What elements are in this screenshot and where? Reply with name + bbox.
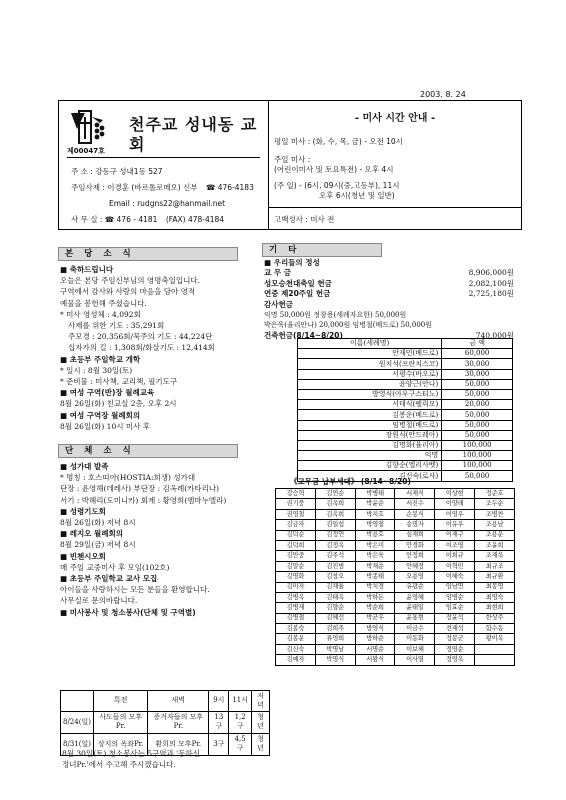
table-cell: 4,5구 [229,733,251,755]
household-name: 손봉식 [395,509,435,519]
table-cell: 3구 [209,733,229,755]
table-cell: 13구 [209,711,229,733]
table-row [276,603,515,613]
table-row [298,349,513,359]
group-news-heading: 단 체 소 식 [58,444,238,458]
household-name: 김병철 [276,613,316,623]
weekday-mass: 평일 미사 : (화, 수, 목, 금) - 오전 10시 [274,137,403,146]
news-line: 8월 26일(화) 10시 미사 후 [60,421,150,431]
household-name: 박재순 [355,561,395,571]
news-line: * 미사 영성체 : 4,092회 [60,309,141,319]
household-name: 박명식 [315,655,355,665]
table-row [298,379,513,389]
table-row [298,420,513,430]
household-name: 박명남 [315,644,355,654]
office-phone: ☎ 476 - 4181 [104,215,158,224]
household-name: 이보헤 [395,644,435,654]
sunday-mass-line2: (주 일) - (6시, 09시(중,고등부), 11시 [274,181,400,190]
household-name: 김향순 [315,603,355,613]
office-fax: (FAX) 478-4184 [165,215,225,224]
household-name: 박은미 [355,540,395,550]
news-line: 사제를 위한 기도 : 35,291회 [68,321,165,331]
news-title: ■ 초등부 주일학교 개학 [60,354,141,364]
church-info-panel [59,101,269,229]
table-row [276,489,515,499]
news-line: 8월 26일(화) 친교실 2층, 오후 2시 [60,399,177,409]
donation-amount: 100,000 [442,451,513,461]
group-news-body [60,461,272,618]
donor-name: 김신숙(로사) [298,471,442,481]
household-name: 김정옥 [315,540,355,550]
household-name: 류영희 [315,634,355,644]
household-name: 박하돈 [355,592,395,602]
household-name: 김금자 [276,520,316,530]
offering-title: ■ 우리들의 정성 [264,258,320,267]
table-header: 이름(세례명) [298,339,442,349]
news-line: 구역에서 감사와 사랑의 마음을 담아 영적 [60,287,196,297]
household-name: 김창오 [315,572,355,582]
donor-name: 김명화(율리아) [298,440,442,450]
household-name: 송명자 [395,520,435,530]
table-cell: 사도들의 모후Pr. [93,711,147,733]
household-name: 조두순 [475,499,515,509]
cleaning-note [62,748,272,770]
table-row [276,520,515,530]
household-name: 김주석 [315,551,355,561]
donation-amount: 100,000 [442,440,513,450]
household-name: 이금수 [395,624,435,634]
household-name: 김만중 [276,551,316,561]
table-row [298,461,513,471]
household-name: 최봉영 [475,582,515,592]
household-name: 이혁민 [435,561,475,571]
news-item [60,573,272,607]
table-header: 저녁 [251,691,269,712]
table-row [276,655,515,665]
payment-households-table [275,488,515,666]
donor-name: 김향순(엘리사벳) [298,461,442,471]
household-name: 이사열 [395,655,435,665]
offering-line [264,279,514,289]
household-name: 이조영 [435,540,475,550]
household-name: 윤홍현 [395,613,435,623]
household-name: 김말순 [276,561,316,571]
household-name: 김덕희 [276,540,316,550]
table-cell: 청년 [251,733,269,755]
news-title: ■ 미사봉사 및 청소봉사(단체 및 구역별) [60,607,196,617]
household-name: 조용운 [475,530,515,540]
news-line: 오늘은 본당 주임신부님의 영명축일입니다. [60,276,200,286]
household-name: 박용호 [355,530,395,540]
offering-amount: 2,725,180원 [468,289,514,299]
household-name: 김예자 [276,655,316,665]
donor-name: 윤양근(안나) [298,379,442,389]
news-line: 십자가의 길 : 1,308회/화살기도 : 12,414회 [68,343,215,353]
household-name [475,655,515,665]
news-item [60,354,270,388]
household-name: 김병옥 [276,592,316,602]
payment-households-title: 《교무금 납부세대》 (8/14~8/20) [290,477,411,486]
offering-amount: 2,082,100원 [468,278,514,288]
table-row [276,530,515,540]
offering-label: 감사헌금 [264,299,293,309]
parish-news-heading: 본 당 소 식 [58,247,238,261]
offering-label: 건축헌금(8/14~8/20) [264,330,343,340]
news-line: 사무실로 문의바랍니다. [60,596,138,606]
household-name: 조윤희 [475,540,515,550]
household-name: 함수동 [475,624,515,634]
table-row [298,400,513,410]
table-row [276,561,515,571]
donation-amount: 50,000 [442,430,513,440]
household-name: 안경화 [395,540,435,550]
service-table [60,690,270,756]
household-name: 윤태일 [395,603,435,613]
sunday-mass-label: 주일 미사 : [274,155,311,164]
household-name: 유광순 [395,582,435,592]
household-name: 임병순 [435,592,475,602]
household-name: 박순희 [355,603,395,613]
household-name: 정영순 [435,644,475,654]
household-name: 안정희 [395,551,435,561]
donor-name: 안재민(베드로) [298,349,442,359]
offering-amount: 740,000원 [475,330,514,340]
household-name: 박은욱 [355,551,395,561]
table-row [61,711,270,733]
news-item [60,528,272,550]
donation-amount: 30,000 [442,369,513,379]
offering-line [264,300,514,310]
household-name: 김태옥 [315,592,355,602]
donor-name: 김봉운(베드로) [298,410,442,420]
pastor-phone: ☎ 476-4183 [206,183,254,192]
household-name: 조용남 [475,520,515,530]
donation-amount: 50,000 [442,389,513,399]
offering-line [264,310,514,320]
news-item [60,551,272,573]
household-name: 권기풍 [276,499,316,509]
table-row [298,430,513,440]
news-line: 서기 : 박혜리(도미니카) 회계 : 황영희(엠마누엘라) [60,495,227,505]
table-row [276,572,515,582]
note-line: 8월 30일(토) 청소봉사는 5구역과 '동하신 [62,749,200,758]
offering-line [264,289,514,299]
table-header: 9시 [209,691,229,712]
church-name: 천주교 성내동 교회 [129,115,258,154]
email-address[interactable]: Email : rudgns22@hanmail.net [109,199,226,208]
pastor-name: 이경훈 (바르톨로메오) 신부 [107,183,198,192]
household-name: 이재구 [435,530,475,540]
mass-times-panel [269,101,521,229]
donation-amount: 100,000 [442,461,513,471]
news-item [60,461,272,506]
table-row [298,359,513,369]
table-row [276,634,515,644]
address-row [71,167,163,176]
household-name: 조병찬 [475,509,515,519]
table-header: 금 액 [442,339,513,349]
news-line: 매 주일 교중미사 후 모임(102호) [60,562,170,572]
offering-line [264,268,514,278]
offering-lines [264,268,514,341]
household-name: 전재석 [435,624,475,634]
issue-number: 제00047호 [67,147,105,155]
household-name: 최규조 [475,561,515,571]
donor-name: 임병철(베드로) [298,420,442,430]
household-name: 박치경 [355,582,395,592]
donation-amount: 50,000 [442,420,513,430]
household-name: 김정연 [315,530,355,540]
table-row [298,389,513,399]
household-name: 박병태 [355,489,395,499]
divider [67,157,260,158]
table-row [276,582,515,592]
household-name: 심재희 [395,530,435,540]
household-name: 박종태 [355,572,395,582]
table-row [276,644,515,654]
news-item [60,387,270,409]
household-name: 김혜선 [315,613,355,623]
news-title: ■ 빈첸시오회 [60,551,106,561]
offering-label: 교 무 금 [264,268,291,278]
donation-amount: 50,000 [442,471,513,481]
table-header: 새벽 [148,691,209,712]
household-name [475,644,515,654]
table-row [276,509,515,519]
table-row [276,540,515,550]
table-row [276,551,515,561]
table-cell: 상지의 옥좌Pr. [93,733,147,755]
table-cell: 1,2구 [229,711,251,733]
household-name: 최규환 [475,572,515,582]
household-name: 이동화 [395,634,435,644]
household-name: 서명순 [355,644,395,654]
sunday-mass-line3: 오후 6시(청년 및 일반) [319,191,395,200]
donation-amount: 60,000 [442,349,513,359]
table-row [276,499,515,509]
mass-times-title: - 미사 시간 안내 - [354,113,436,124]
building-fund-table [297,338,513,482]
duty-body [276,489,515,666]
household-name: 임효순 [435,603,475,613]
household-name: 서진수 [395,499,435,509]
household-name: 김일섭 [315,520,355,530]
etc-heading: 기 타 [262,243,382,257]
news-title: ■ 성령기도회 [60,506,106,516]
news-line: 8월 26일(화) 저녁 8시 [60,518,136,528]
household-name: 서왕식 [355,655,395,665]
household-name: 김덕순 [276,530,316,540]
news-line: 주모경 : 20,356회/묵주의 기도 : 44,224단 [68,332,213,342]
offering-label: 성모승천대축일 헌금 [264,278,332,288]
news-line: 8월 29일(금) 저녁 8시 [60,540,136,550]
household-name: 방하순 [355,634,395,644]
bulletin-date: 2003. 8. 24 [420,90,466,99]
donor-name: 원치석(프란치스코) [298,359,442,369]
household-name: 안혜정 [395,561,435,571]
household-name: 강승혁 [276,489,316,499]
household-name: 조재옥 [475,551,515,561]
news-line: * 명칭 : 호스띠아(HOSTIA:희생) 성가대 [60,473,196,483]
news-title: ■ 성가대 발족 [60,462,109,471]
donation-amount: 50,000 [442,410,513,420]
offering-label: 익명 50,000원 정창용(세례자요한) 50,000원 [264,311,407,320]
household-name: 정준호 [475,489,515,499]
offering-label: 박은욱(율리안나) 20,000원 임병철(베드로) 50,000원 [264,321,433,330]
table-header-row [61,691,270,712]
household-name: 김연순 [315,489,355,499]
note-line: 정녀Pr.'에서 수고해 주시겠습니다. [62,760,176,770]
donor-name: 익명 [298,451,442,461]
pastor-label: 주임사제 : [71,183,105,192]
donor-name: 방영식(아우구스티노) [298,389,442,399]
news-item [60,506,272,528]
news-title: ■ 축하드립니다 [60,265,114,274]
household-name: 이영우 [435,509,475,519]
household-name: 김진범 [315,561,355,571]
address-value: 강동구 성내1동 527 [95,167,163,176]
table-header-row [298,339,513,349]
fund-body [298,349,513,481]
confession-time: 고백성사 : 미사 전 [274,215,335,224]
household-name: 박윤순 [355,499,395,509]
household-name: 임남연 [435,582,475,592]
offering-section [264,258,514,341]
offering-label: 연중 제20주일 헌금 [264,289,331,299]
donation-amount: 20,000 [442,400,513,410]
sunday-mass-line1: (어린이미사 및 토요특전) - 오후 4시 [274,165,394,174]
household-name: 황이옥 [475,634,515,644]
news-line: 단장 : 윤영해(데레사) 부단장 : 김옥례(카타리나) [60,484,220,494]
donation-amount: 30,000 [442,359,513,369]
address-label: 주 소 : [71,167,93,176]
table-row [298,369,513,379]
news-line: 아이들을 사랑하시는 모든 분들을 환영합니다. [60,585,210,595]
offering-amount: 8,906,000원 [468,268,514,278]
news-item [60,264,270,354]
household-name: 박영철 [355,520,395,530]
donor-name: 서태식(펠릭모) [298,400,442,410]
household-name: 장윤석 [435,613,475,623]
household-name: 이유우 [435,520,475,530]
news-title: ■ 여성 구역(반)장 월례교육 [60,388,155,398]
office-label: 사 무 실 : [71,215,103,224]
table-cell: 청년 [251,711,269,733]
pastor-row [71,183,254,192]
household-name: 서재식 [395,489,435,499]
table-row [298,440,513,450]
household-name: 최현희 [475,603,515,613]
household-name: 김신숙 [276,644,316,654]
household-name: 이상현 [435,489,475,499]
household-name: 김명화 [276,572,316,582]
news-title: ■ 레지오 월례회의 [60,529,124,539]
offering-line [264,320,514,330]
table-header: 11시 [229,691,251,712]
household-name: 김병재 [276,603,316,613]
household-name: 박지호 [355,509,395,519]
household-name: 이혜숙 [435,572,475,582]
donor-name: 서평수(바오로) [298,369,442,379]
household-name: 한상주 [475,613,515,623]
household-name: 김옥희 [315,499,355,509]
news-line: 예물을 봉헌해 주셨습니다. [60,298,147,308]
table-row [298,410,513,420]
table-row [276,624,515,634]
news-item [60,410,270,432]
donation-amount: 50,000 [442,379,513,389]
household-name: 김옥희 [315,509,355,519]
table-row [276,613,515,623]
table-cell: 증거자들의 모후Pr. [148,711,209,733]
household-name: 오용영 [395,572,435,582]
household-name: 방영식 [355,624,395,634]
table-header: 특전 [93,691,147,712]
table-header [61,691,94,712]
household-name: 김희주 [315,624,355,634]
household-name: 김채율 [315,582,355,592]
household-name: 최영숙 [475,592,515,602]
parish-news-body [60,264,270,432]
table-cell: 환희의 모후Pr. [148,733,209,755]
news-line: * 일시 : 8월 30일(토) [60,365,133,375]
household-name: 윤영혜 [395,592,435,602]
table-cell: 8/31(일) [61,733,94,755]
donor-name: 장원식(안드레아) [298,430,442,440]
bulletin-header [58,100,522,230]
news-line: * 준비물 : 미사책, 교리책, 필기도구 [60,377,178,387]
household-name: 권영철 [276,509,316,519]
table-cell: 8/24(일) [61,711,94,733]
household-name: 김미자 [276,582,316,592]
household-name: 이양래 [435,499,475,509]
office-row [71,215,224,224]
divider [269,207,521,208]
news-item [60,607,272,618]
household-name: 정영옥 [435,655,475,665]
household-name: 정봉군 [435,634,475,644]
table-row [298,451,513,461]
household-name: 이희규 [435,551,475,561]
news-title: ■ 여성 구역장 월례회의 [60,410,141,420]
household-name: 김봉숙 [276,624,316,634]
news-title: ■ 초등부 주일학교 교사 모집 [60,574,158,584]
household-name: 박균우 [355,613,395,623]
church-logo [67,109,107,145]
household-name: 김봉운 [276,634,316,644]
table-row [276,592,515,602]
